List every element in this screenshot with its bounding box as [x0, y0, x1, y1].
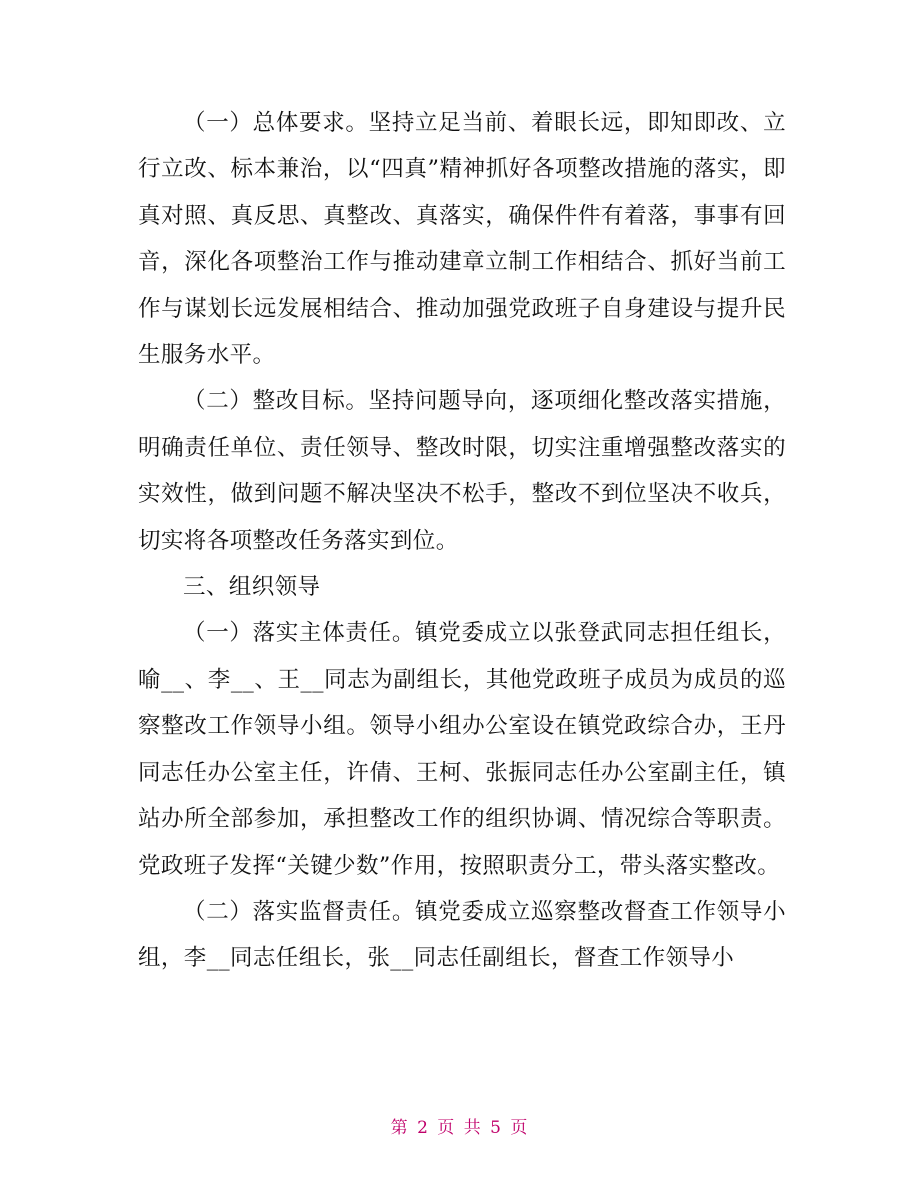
paragraph-rectification-goals: （二）整改目标。坚持问题导向，逐项细化整改落实措施，明确责任单位、责任领导、整改时限，切实注重增强整改落实的实效性，做到问题不解决坚决不松手，整改不到位坚决不收兵，切实将各项整改任务落实到位。: [138, 388, 786, 554]
paragraph-supervision-responsibility: （二）落实监督责任。镇党委成立巡察整改督查工作领导小组，李__同志任组长，张__同志任副组长，督查工作领导小: [138, 898, 786, 972]
paragraph-overall-requirements: （一）总体要求。坚持立足当前、着眼长远，即知即改、立行立改、标本兼治，以“四真”精神抓好各项整改措施的落实，即真对照、真反思、真整改、真落实，确保件件有着落，事事有回音，深化各项整治工作与推动建章立制工作相结合、抓好当前工作与谋划长远发展相结合、推动加强党政班子自身建设与提升民生服务水平。: [138, 110, 786, 369]
section-heading-organization: 三、组织领导: [183, 574, 321, 601]
paragraph-main-responsibility: （一）落实主体责任。镇党委成立以张登武同志担任组长，喻__、李__、王__同志为副组长，其他党政班子成员为成员的巡察整改工作领导小组。领导小组办公室设在镇党政综合办，王丹同志任办公室主任，许倩、王柯、张振同志任办公室副主任，镇站办所全部参加，承担整改工作的组织协调、情况综合等职责。党政班子发挥“关键少数”作用，按照职责分工，带头落实整改。: [138, 620, 786, 879]
document-body: [138, 100, 786, 982]
page-number-footer: 第 2 页 共 5 页: [390, 1118, 530, 1138]
